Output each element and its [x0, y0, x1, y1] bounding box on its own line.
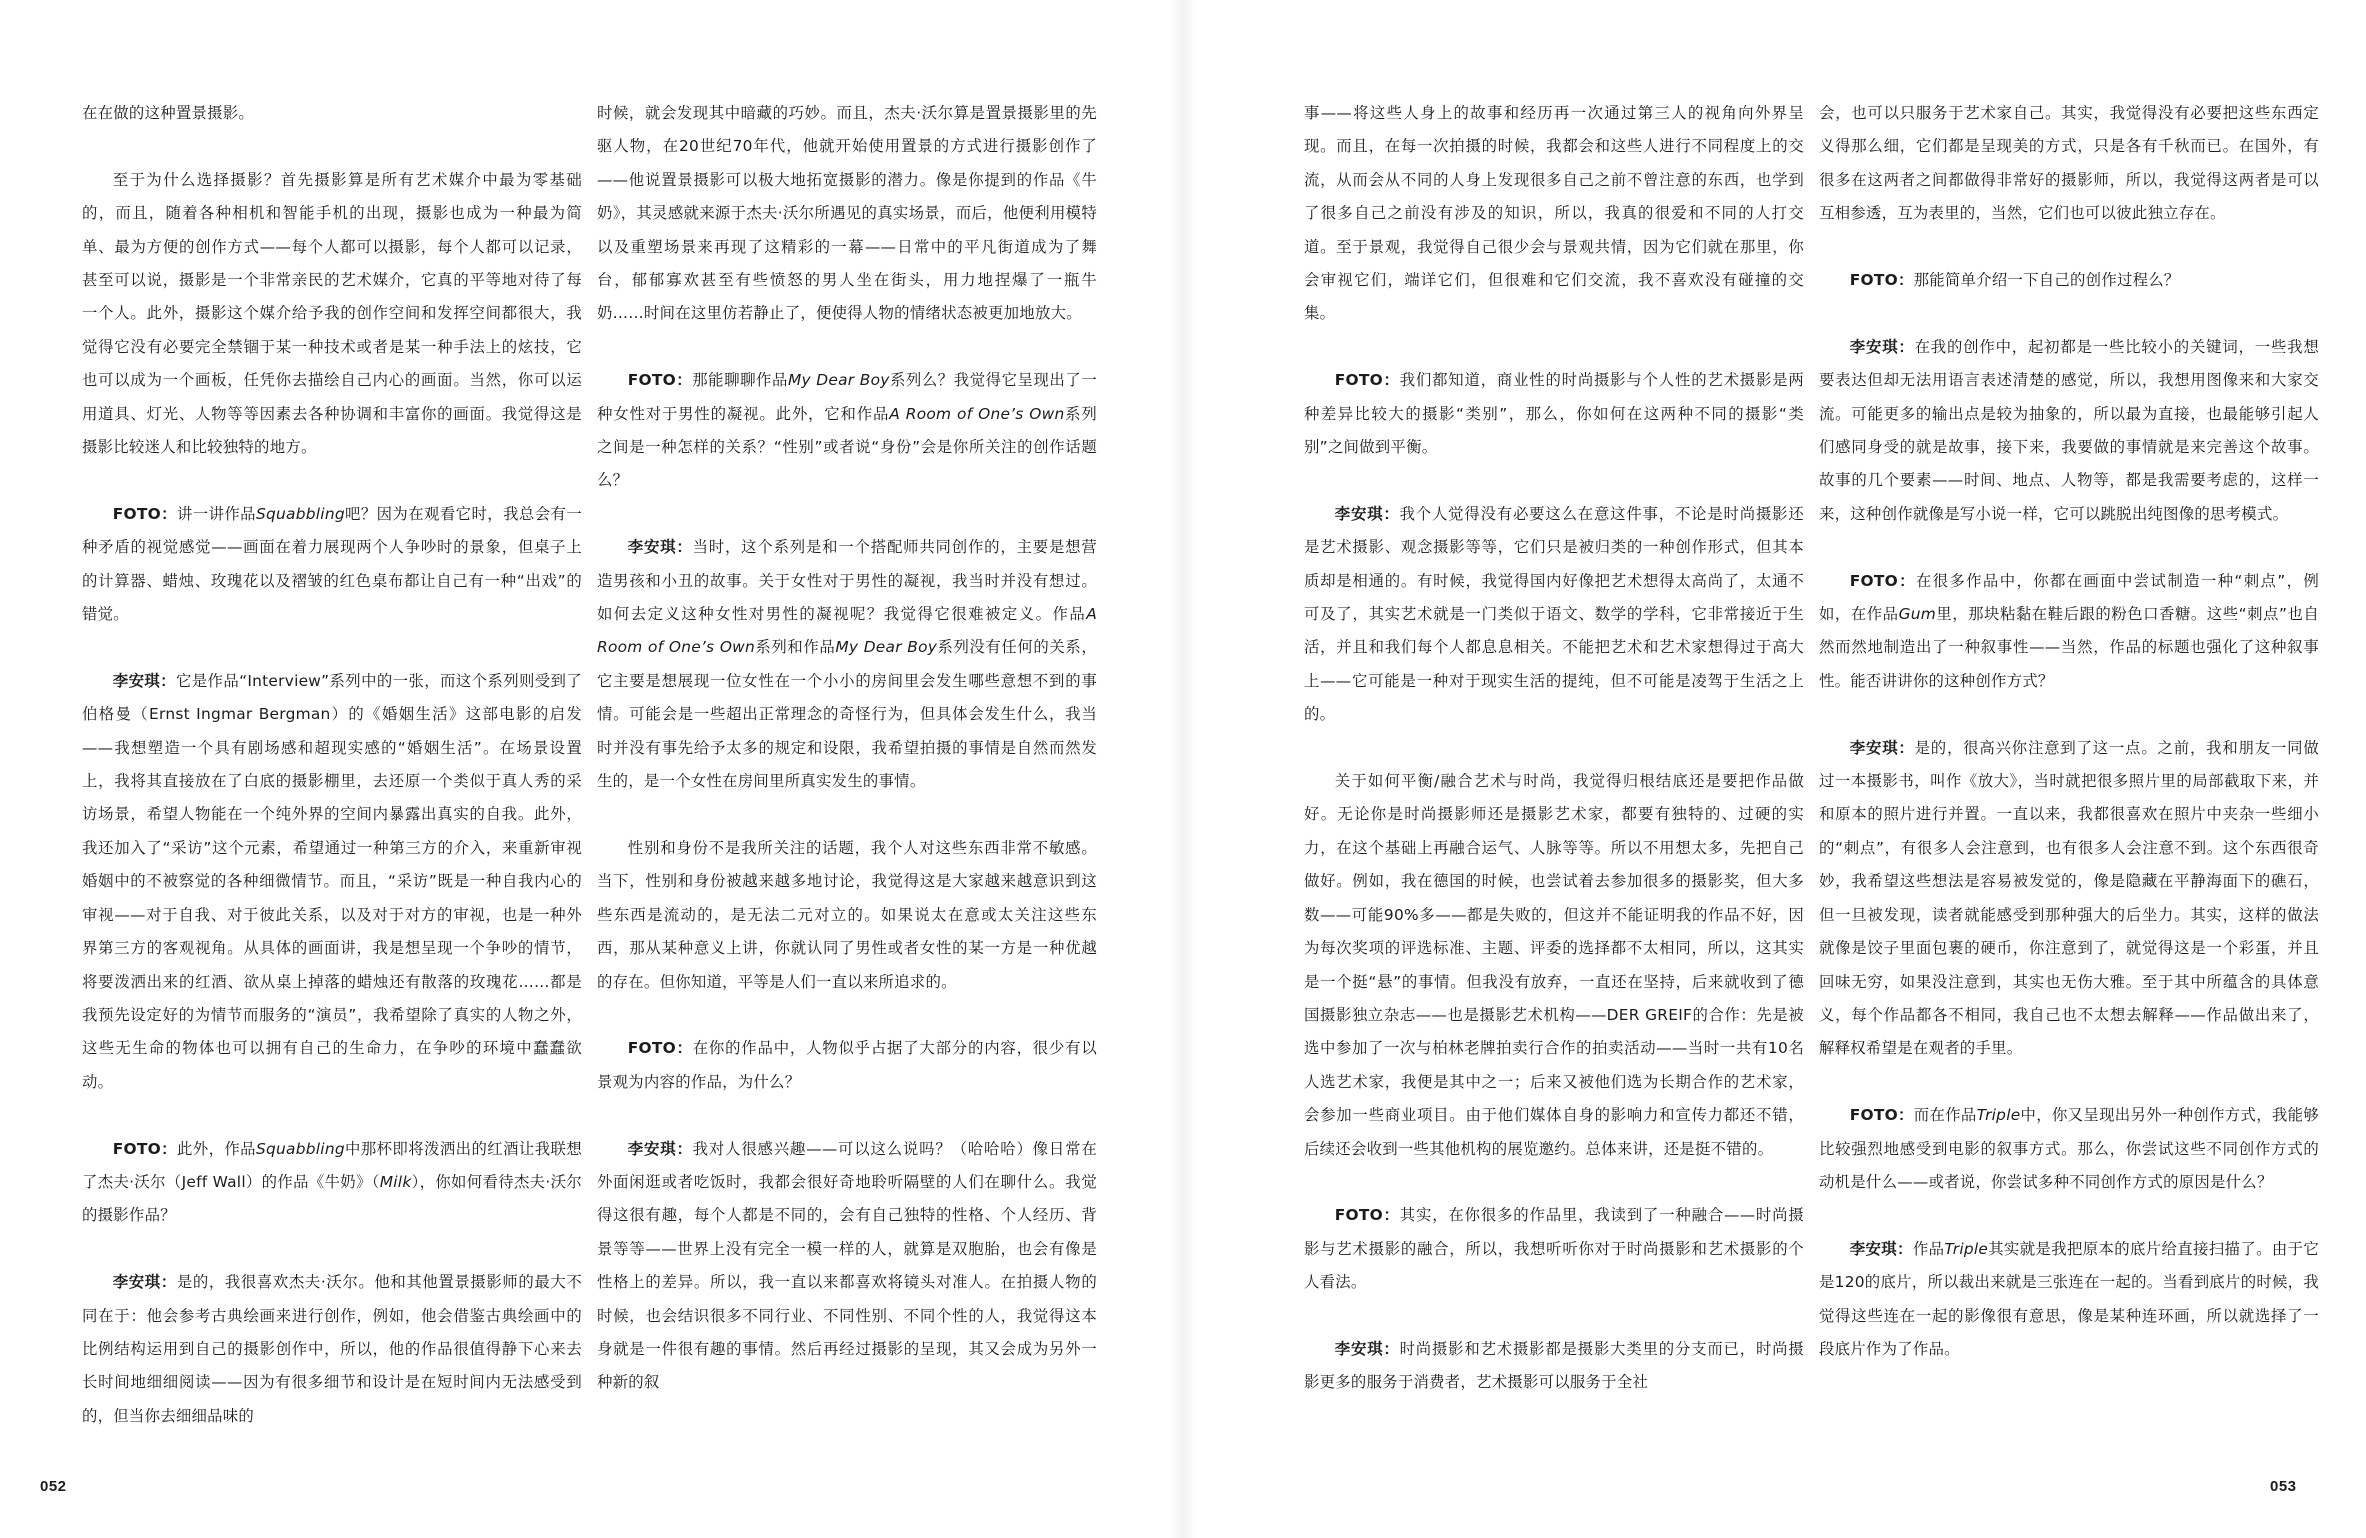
text-column-1	[82, 97, 582, 1457]
answer-paragraph	[1819, 1233, 2319, 1367]
speaker-label: FOTO：	[1849, 571, 1916, 590]
paragraph: 时候，就会发现其中暗藏的巧妙。而且，杰夫·沃尔算是置景摄影里的先驱人物，在20世纪70年代，他就开始使用置景的方式进行摄影创作了——他说置景摄影可以极大地拓宽摄影的潜力。像是你提到的作品《牛奶》，其灵感就来源于杰夫·沃尔所遇见的真实场景，而后，他便利用模特以及重塑场景来再现了这精彩的一幕——日常中的平凡街道成为了舞台，郁郁寡欢甚至有些愤怒的男人坐在街头，用力地捏爆了一瓶牛奶……时间在这里仿若静止了，便使得人物的情绪状态被更加地放大。	[597, 104, 1097, 323]
text-run: 其实，在你很多的作品里，我读到了一种融合——时尚摄影与艺术摄影的融合，所以，我想听听你对于时尚摄影和艺术摄影的个人看法。	[1304, 1206, 1804, 1292]
paragraph: 在在做的这种置景摄影。	[82, 104, 255, 122]
work-title: Milk	[379, 1172, 412, 1191]
page-number-right: 053	[2270, 1478, 2297, 1495]
speaker-label: 李安琪：	[1334, 504, 1400, 523]
text-run: 时尚摄影和艺术摄影都是摄影大类里的分支而已，时尚摄影更多的服务于消费者，艺术摄影可以服务于全社	[1304, 1339, 1804, 1392]
work-title: A Room of One’s Own	[889, 404, 1065, 423]
work-title: My Dear Boy	[787, 371, 890, 390]
text-run: 系列之间是一种怎样的关系？“性别”或者说“身份”会是你所关注的创作话题么？	[597, 404, 1097, 490]
speaker-label: 李安琪：	[1849, 738, 1915, 757]
work-title: Squabbling	[256, 504, 345, 523]
speaker-label: FOTO：	[627, 371, 693, 390]
text-column-2	[597, 97, 1097, 1457]
question-paragraph	[1819, 565, 2319, 699]
work-title: A Room of One’s Own	[597, 605, 1097, 657]
work-title: Triple	[1944, 1239, 1989, 1258]
text-run: 系列么？我觉得它呈现出了一种女性对于男性的凝视。此外，它和作品	[597, 371, 1097, 423]
question-paragraph	[1304, 1199, 1804, 1299]
question-paragraph	[1819, 1099, 2319, 1199]
text-run: 我个人觉得没有必要这么在意这件事，不论是时尚摄影还是艺术摄影、观念摄影等等，它们只是被归类的一种创作形式，但其本质却是相通的。有时候，我觉得国内好像把艺术想得太高尚了，太通不可及了，其实艺术就是一门类似于语文、数学的学科，它非常接近于生活，并且和我们每个人都息息相关。不能把艺术和艺术家想得过于高大上——它可能是一种对于现实生活的提纯，但不可能是凌驾于生活之上的。	[1304, 504, 1804, 724]
speaker-label: FOTO：	[112, 504, 177, 523]
text-run: 那能简单介绍一下自己的创作过程么？	[1913, 271, 2180, 290]
question-paragraph	[597, 1032, 1097, 1099]
question-paragraph	[82, 498, 582, 632]
speaker-label: FOTO：	[1334, 1206, 1400, 1225]
speaker-label: 李安琪：	[627, 538, 693, 557]
text-run: 中那杯即将泼洒出的红酒让我联想了杰夫·沃尔（Jeff Wall）的作品《牛奶》（	[82, 1139, 582, 1191]
text-run: 是的，我很喜欢杰夫·沃尔。他和其他置景摄影师的最大不同在于：他会参考古典绘画来进行创作，例如，他会借鉴古典绘画中的比例结构运用到自己的摄影创作中，所以，他的作品很值得静下心来去长时间地细细阅读——因为有很多细节和设计是在短时间内无法感受到的，但当你去细细品味的	[82, 1273, 582, 1425]
speaker-label: FOTO：	[112, 1139, 177, 1158]
paragraph: 至于为什么选择摄影？首先摄影算是所有艺术媒介中最为零基础的，而且，随着各种相机和智能手机的出现，摄影也成为一种最为简单、最为方便的创作方式——每个人都可以摄影，每个人都可以记录，甚至可以说，摄影是一个非常亲民的艺术媒介，它真的平等地对待了每一个人。此外，摄影这个媒介给予我的创作空间和发挥空间都很大，我觉得它没有必要完全禁锢于某一种技术或者是某一种手法上的炫技，它也可以成为一个画板，任凭你去描绘自己内心的画面。当然，你可以运用道具、灯光、人物等等因素去各种协调和丰富你的画面。我觉得这是摄影比较迷人和比较独特的地方。	[82, 170, 582, 457]
question-paragraph	[1819, 264, 2319, 297]
text-run: 此外，作品	[176, 1139, 256, 1158]
answer-paragraph	[597, 1133, 1097, 1400]
text-run: 而在作品	[1913, 1106, 1977, 1125]
text-run: 讲一讲作品	[176, 504, 256, 523]
text-run: 是的，很高兴你注意到了这一点。之前，我和朋友一同做过一本摄影书，叫作《放大》，当时就把很多照片里的局部截取下来，并和原本的照片进行并置。一直以来，我都很喜欢在照片中夹杂一些细小的“刺点”，有很多人会注意到，也有很多人会注意不到。这个东西很奇妙，我希望这些想法是容易被发觉的，像是隐藏在平静海面下的礁石，但一旦被发现，读者就能感受到那种强大的后坐力。其实，这样的做法就像是饺子里面包裹的硬币，你注意到了，就觉得这是一个彩蛋，并且回味无穷，如果没注意到，其实也无伤大雅。至于其中所蕴含的具体意义，每个作品都各不相同，我自己也不太想去解释——作品做出来了，解释权希望是在观者的手里。	[1819, 738, 2319, 1058]
text-run: 作品	[1912, 1239, 1945, 1258]
text-column-4	[1819, 97, 2319, 1457]
work-title: My Dear Boy	[835, 638, 938, 657]
work-title: Squabbling	[256, 1139, 345, 1158]
speaker-label: FOTO：	[1849, 1106, 1914, 1125]
text-run: 我对人很感兴趣——可以这么说吗？（哈哈哈）像日常在外面闲逛或者吃饭时，我都会很好奇地聆听隔壁的人们在聊什么。我觉得这很有趣，每个人都是不同的，会有自己独特的性格、个人经历、背景等等——世界上没有完全一模一样的人，就算是双胞胎，也会有像是性格上的差异。所以，我一直以来都喜欢将镜头对准人。在拍摄人物的时候，也会结识很多不同行业、不同性别、不同个性的人，我觉得这本身就是一件很有趣的事情。然后再经过摄影的呈现，其又会成为另外一种新的叙	[597, 1139, 1097, 1392]
text-run: 里，那块粘黏在鞋后跟的粉色口香糖。这些“刺点”也自然而然地制造出了一种叙事性——当然，作品的标题也强化了这种叙事性。能否讲讲你的这种创作方式？	[1819, 605, 2319, 690]
text-run: 中，你又呈现出另外一种创作方式，我能够比较强烈地感受到电影的叙事方式。那么，你尝试这些不同创作方式的动机是什么——或者说，你尝试多种不同创作方式的原因是什么？	[1819, 1106, 2319, 1191]
question-paragraph	[82, 1133, 582, 1233]
speaker-label: 李安琪：	[1849, 1239, 1913, 1258]
page-number-left: 052	[40, 1478, 67, 1495]
paragraph: 事——将这些人身上的故事和经历再一次通过第三人的视角向外界呈现。而且，在每一次拍摄的时候，我都会和这些人进行不同程度上的交流，从而会从不同的人身上发现很多自己之前不曾注意的东西，也学到了很多自己之前没有涉及的知识，所以，我真的很爱和不同的人打交道。至于景观，我觉得自己很少会与景观共情，因为它们就在那里，你会审视它们，端详它们，但很难和它们交流，我不喜欢没有碰撞的交集。	[1304, 104, 1804, 323]
answer-paragraph	[1819, 331, 2319, 531]
question-paragraph	[1304, 364, 1804, 464]
text-run: 那能聊聊作品	[692, 371, 788, 390]
speaker-label: 李安琪：	[1334, 1339, 1400, 1358]
text-column-3	[1304, 97, 1804, 1457]
answer-paragraph	[597, 531, 1097, 798]
answer-paragraph	[1819, 732, 2319, 1066]
speaker-label: 李安琪：	[627, 1139, 693, 1158]
text-run: 在我的创作中，起初都是一些比较小的关键词，一些我想要表达但却无法用语言表述清楚的感觉，所以，我想用图像来和大家交流。可能更多的输出点是较为抽象的，所以最为直接，也最能够引起人们感同身受的就是故事，接下来，我要做的事情就是来完善这个故事。故事的几个要素——时间、地点、人物等，都是我需要考虑的，这样一来，这种创作就像是写小说一样，它可以跳脱出纯图像的思考模式。	[1819, 337, 2319, 523]
speaker-label: 李安琪：	[1849, 337, 1915, 356]
text-run: ），你如何看待杰夫·沃尔的摄影作品？	[82, 1172, 582, 1225]
text-run: 在很多作品中，你都在画面中尝试制造一种“刺点”，例如，在作品	[1819, 571, 2319, 624]
work-title: Gum	[1898, 605, 1937, 624]
paragraph: 性别和身份不是我所关注的话题，我个人对这些东西非常不敏感。当下，性别和身份被越来越多地讨论，我觉得这是大家越来越意识到这些东西是流动的，是无法二元对立的。如果说太在意或太关注这些东西，那从某种意义上讲，你就认同了男性或者女性的某一方是一种优越的存在。但你知道，平等是人们一直以来所追求的。	[597, 838, 1097, 991]
text-run: 它是作品“Interview”系列中的一张，而这个系列则受到了伯格曼（Ernst Ingmar Bergman）的《婚姻生活》这部电影的启发——我想塑造一个具有剧场感和超现实感的“婚姻生活”。在场景设置上，我将其直接放在了白底的摄影棚里，去还原一个类似于真人秀的采访场景，希望人物能在一个纯外界的空间内暴露出真实的自我。此外，我还加入了“采访”这个元素，希望通过一种第三方的介入，来重新审视婚姻中的不被察觉的各种细微情节。而且，“采访”既是一种自我内心的审视——对于自我、对于彼此关系，以及对于对方的审视，也是一种外界第三方的客观视角。从具体的画面讲，我是想呈现一个争吵的情节，将要泼洒出来的红酒、欲从桌上掉落的蜡烛还有散落的玫瑰花……都是我预先设定好的为情节而服务的“演员”，我希望除了真实的人物之外，这些无生命的物体也可以拥有自己的生命力，在争吵的环境中蠢蠢欲动。	[82, 671, 582, 1091]
text-run: 系列和作品	[755, 638, 836, 657]
text-run: 在你的作品中，人物似乎占据了大部分的内容，很少有以景观为内容的作品，为什么？	[597, 1039, 1097, 1091]
answer-paragraph	[82, 665, 582, 1099]
text-run: 当时，这个系列是和一个搭配师共同创作的，主要是想营造男孩和小丑的故事。关于女性对于男性的凝视，我当时并没有想过。如何去定义这种女性对男性的凝视呢？我觉得它很难被定义。作品	[597, 538, 1097, 624]
answer-paragraph	[1304, 498, 1804, 732]
book-gutter	[1170, 0, 1196, 1538]
text-run: 其实就是我把原本的底片给直接扫描了。由于它是120的底片，所以裁出来就是三张连在一起的。当看到底片的时候，我觉得这些连在一起的影像很有意思，像是某种连环画，所以就选择了一段底片作为了作品。	[1819, 1239, 2319, 1358]
work-title: Triple	[1976, 1106, 2021, 1125]
question-paragraph	[597, 364, 1097, 498]
text-run: 系列没有任何的关系，它主要是想展现一位女性在一个小小的房间里会发生哪些意想不到的事情。可能会是一些超出正常理念的奇怪行为，但具体会发生什么，我当时并没有事先给予太多的规定和设限，我希望拍摄的事情是自然而然发生的，是一个女性在房间里所真实发生的事情。	[597, 638, 1097, 791]
paragraph: 关于如何平衡/融合艺术与时尚，我觉得归根结底还是要把作品做好。无论你是时尚摄影师还是摄影艺术家，都要有独特的、过硬的实力，在这个基础上再融合运气、人脉等等。所以不用想太多，先把自己做好。例如，我在德国的时候，也尝试着去参加很多的摄影奖，但大多数——可能90%多——都是失败的，但这并不能证明我的作品不好，因为每次奖项的评选标准、主题、评委的选择都不太相同，所以，这其实是一个挺“悬”的事情。但我没有放弃，一直还在坚持，后来就收到了德国摄影独立杂志——也是摄影艺术机构——DER GREIF的合作：先是被选中参加了一次与柏林老牌拍卖行合作的拍卖活动——当时一共有10名人选艺术家，我便是其中之一；后来又被他们选为长期合作的艺术家，会参加一些商业项目。由于他们媒体自身的影响力和宣传力都还不错，后续还会收到一些其他机构的展览邀约。总体来讲，还是挺不错的。	[1304, 772, 1804, 1158]
speaker-label: FOTO：	[627, 1039, 693, 1058]
answer-paragraph	[1304, 1333, 1804, 1400]
answer-paragraph	[82, 1266, 582, 1433]
text-run: 吧？因为在观看它时，我总会有一种矛盾的视觉感觉——画面在着力展现两个人争吵时的景象，但桌子上的计算器、蜡烛、玫瑰花以及褶皱的红色桌布都让自己有一种“出戏”的错觉。	[82, 504, 582, 624]
speaker-label: 李安琪：	[112, 671, 176, 690]
speaker-label: FOTO：	[1334, 371, 1400, 390]
speaker-label: 李安琪：	[112, 1273, 177, 1292]
text-run: 我们都知道，商业性的时尚摄影与个人性的艺术摄影是两种差异比较大的摄影“类别”，那么，你如何在这两种不同的摄影“类别”之间做到平衡。	[1304, 371, 1804, 457]
speaker-label: FOTO：	[1849, 271, 1914, 290]
paragraph: 会，也可以只服务于艺术家自己。其实，我觉得没有必要把这些东西定义得那么细，它们都是呈现美的方式，只是各有千秋而已。在国外，有很多在这两者之间都做得非常好的摄影师，所以，我觉得这两者是可以互相参透，互为表里的，当然，它们也可以彼此独立存在。	[1819, 104, 2319, 223]
